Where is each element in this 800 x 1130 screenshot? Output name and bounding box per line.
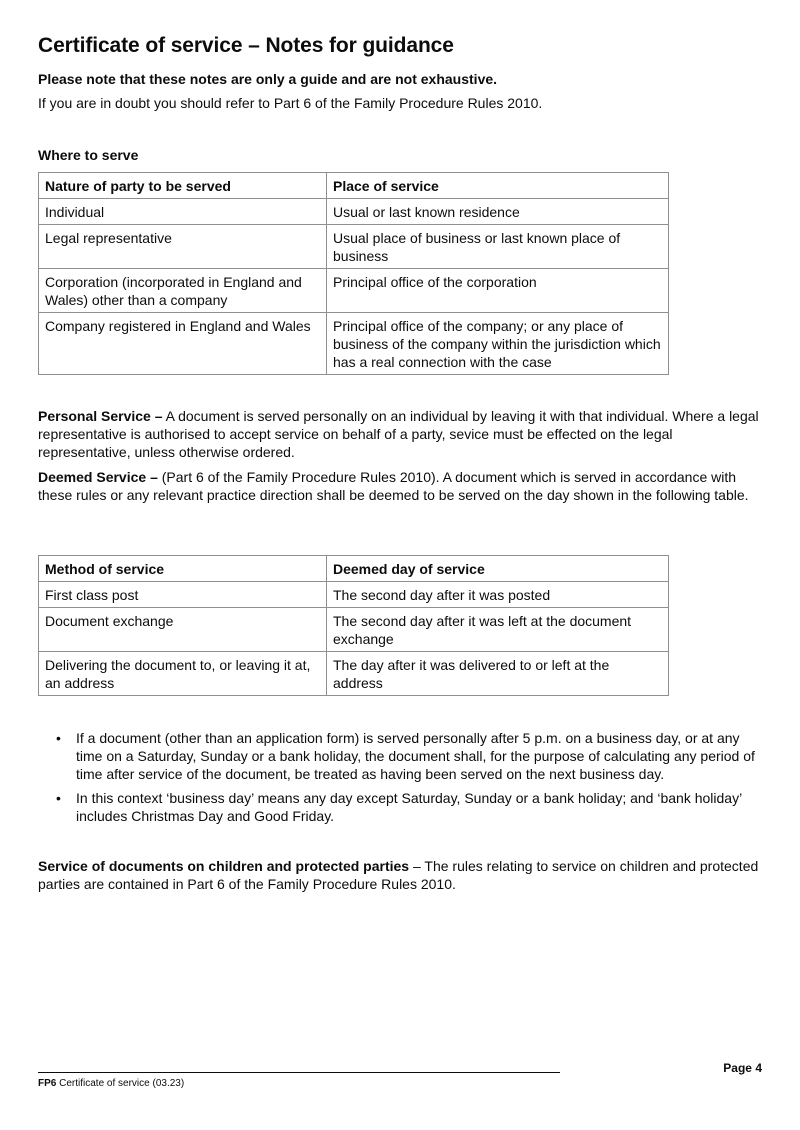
bullet-icon: •: [56, 730, 61, 746]
table-header-row: [39, 556, 669, 582]
guidance-note: Please note that these notes are only a guide and are not exhaustive.: [38, 71, 498, 87]
table-cell: Principal office of the corporation: [327, 269, 669, 313]
deemed-service-text: (Part 6 of the Family Procedure Rules 2010). A document which is served in accordance with these rules or any relevant practice direction shall be deemed to be served on the day shown in the following table.: [38, 469, 749, 503]
list-item: [56, 789, 762, 825]
list-item: [56, 729, 762, 783]
column-header: Method of service: [39, 556, 327, 582]
table-row: [39, 608, 669, 652]
table-cell: Delivering the document to, or leaving it at, an address: [39, 652, 327, 696]
table-header-row: [39, 173, 669, 199]
personal-service-paragraph: [38, 407, 762, 461]
table-cell: The day after it was delivered to or left at the address: [327, 652, 669, 696]
personal-service-text: A document is served personally on an individual by leaving it with that individual. Where a legal representative is authorised to accept service on behalf of a party, sevice must be effected on the legal representative, unless otherwise ordered.: [38, 408, 759, 460]
intro-text: If you are in doubt you should refer to Part 6 of the Family Procedure Rules 2010.: [38, 95, 543, 111]
column-header: Deemed day of service: [327, 556, 669, 582]
table-row: [39, 225, 669, 269]
where-to-serve-table: [38, 172, 669, 375]
table-cell: First class post: [39, 582, 327, 608]
deemed-service-lead: Deemed Service –: [38, 469, 158, 485]
bullet-icon: •: [56, 790, 61, 806]
form-code: FP6: [38, 1078, 57, 1089]
table-cell: Usual or last known residence: [327, 199, 669, 225]
table-cell: The second day after it was posted: [327, 582, 669, 608]
deemed-service-paragraph: [38, 468, 762, 504]
table-cell: Usual place of business or last known place of business: [327, 225, 669, 269]
rules-bullet-list: [56, 729, 762, 831]
where-to-serve-heading: Where to serve: [38, 147, 139, 163]
column-header: Place of service: [327, 173, 669, 199]
table-cell: Individual: [39, 199, 327, 225]
column-header: Nature of party to be served: [39, 173, 327, 199]
table-row: [39, 199, 669, 225]
personal-service-lead: Personal Service –: [38, 408, 163, 424]
table-cell: Corporation (incorporated in England and Wales) other than a company: [39, 269, 327, 313]
table-row: [39, 313, 669, 375]
deemed-service-table: [38, 555, 669, 696]
table-cell: Document exchange: [39, 608, 327, 652]
list-item-text: If a document (other than an application form) is served personally after 5 p.m. on a business day, or at any time on a Saturday, Sunday or a bank holiday, the document shall, for the purpose of calculating any period of time after service of the document, be treated as having been served on the next business day.: [76, 730, 755, 782]
footer-divider: [38, 1072, 560, 1073]
page-title: Certificate of service – Notes for guidance: [38, 34, 454, 57]
table-cell: The second day after it was left at the document exchange: [327, 608, 669, 652]
list-item-text: In this context ‘business day’ means any day except Saturday, Sunday or a bank holiday; and ‘bank holiday’ includes Christmas Day and Good Friday.: [76, 790, 742, 824]
page-number: Page 4: [723, 1061, 762, 1075]
children-service-paragraph: [38, 857, 762, 893]
children-service-text: – The rules relating to service on children and protected parties are contained in Part 6 of the Family Procedure Rules 2010.: [38, 858, 759, 892]
form-name: Certificate of service (03.23): [56, 1078, 185, 1089]
table-row: [39, 652, 669, 696]
table-cell: Legal representative: [39, 225, 327, 269]
table-cell: Principal office of the company; or any place of business of the company within the jurisdiction which has a real connection with the case: [327, 313, 669, 375]
children-service-lead: Service of documents on children and protected parties: [38, 858, 410, 874]
table-cell: Company registered in England and Wales: [39, 313, 327, 375]
table-row: [39, 582, 669, 608]
form-reference: [38, 1078, 184, 1089]
table-row: [39, 269, 669, 313]
